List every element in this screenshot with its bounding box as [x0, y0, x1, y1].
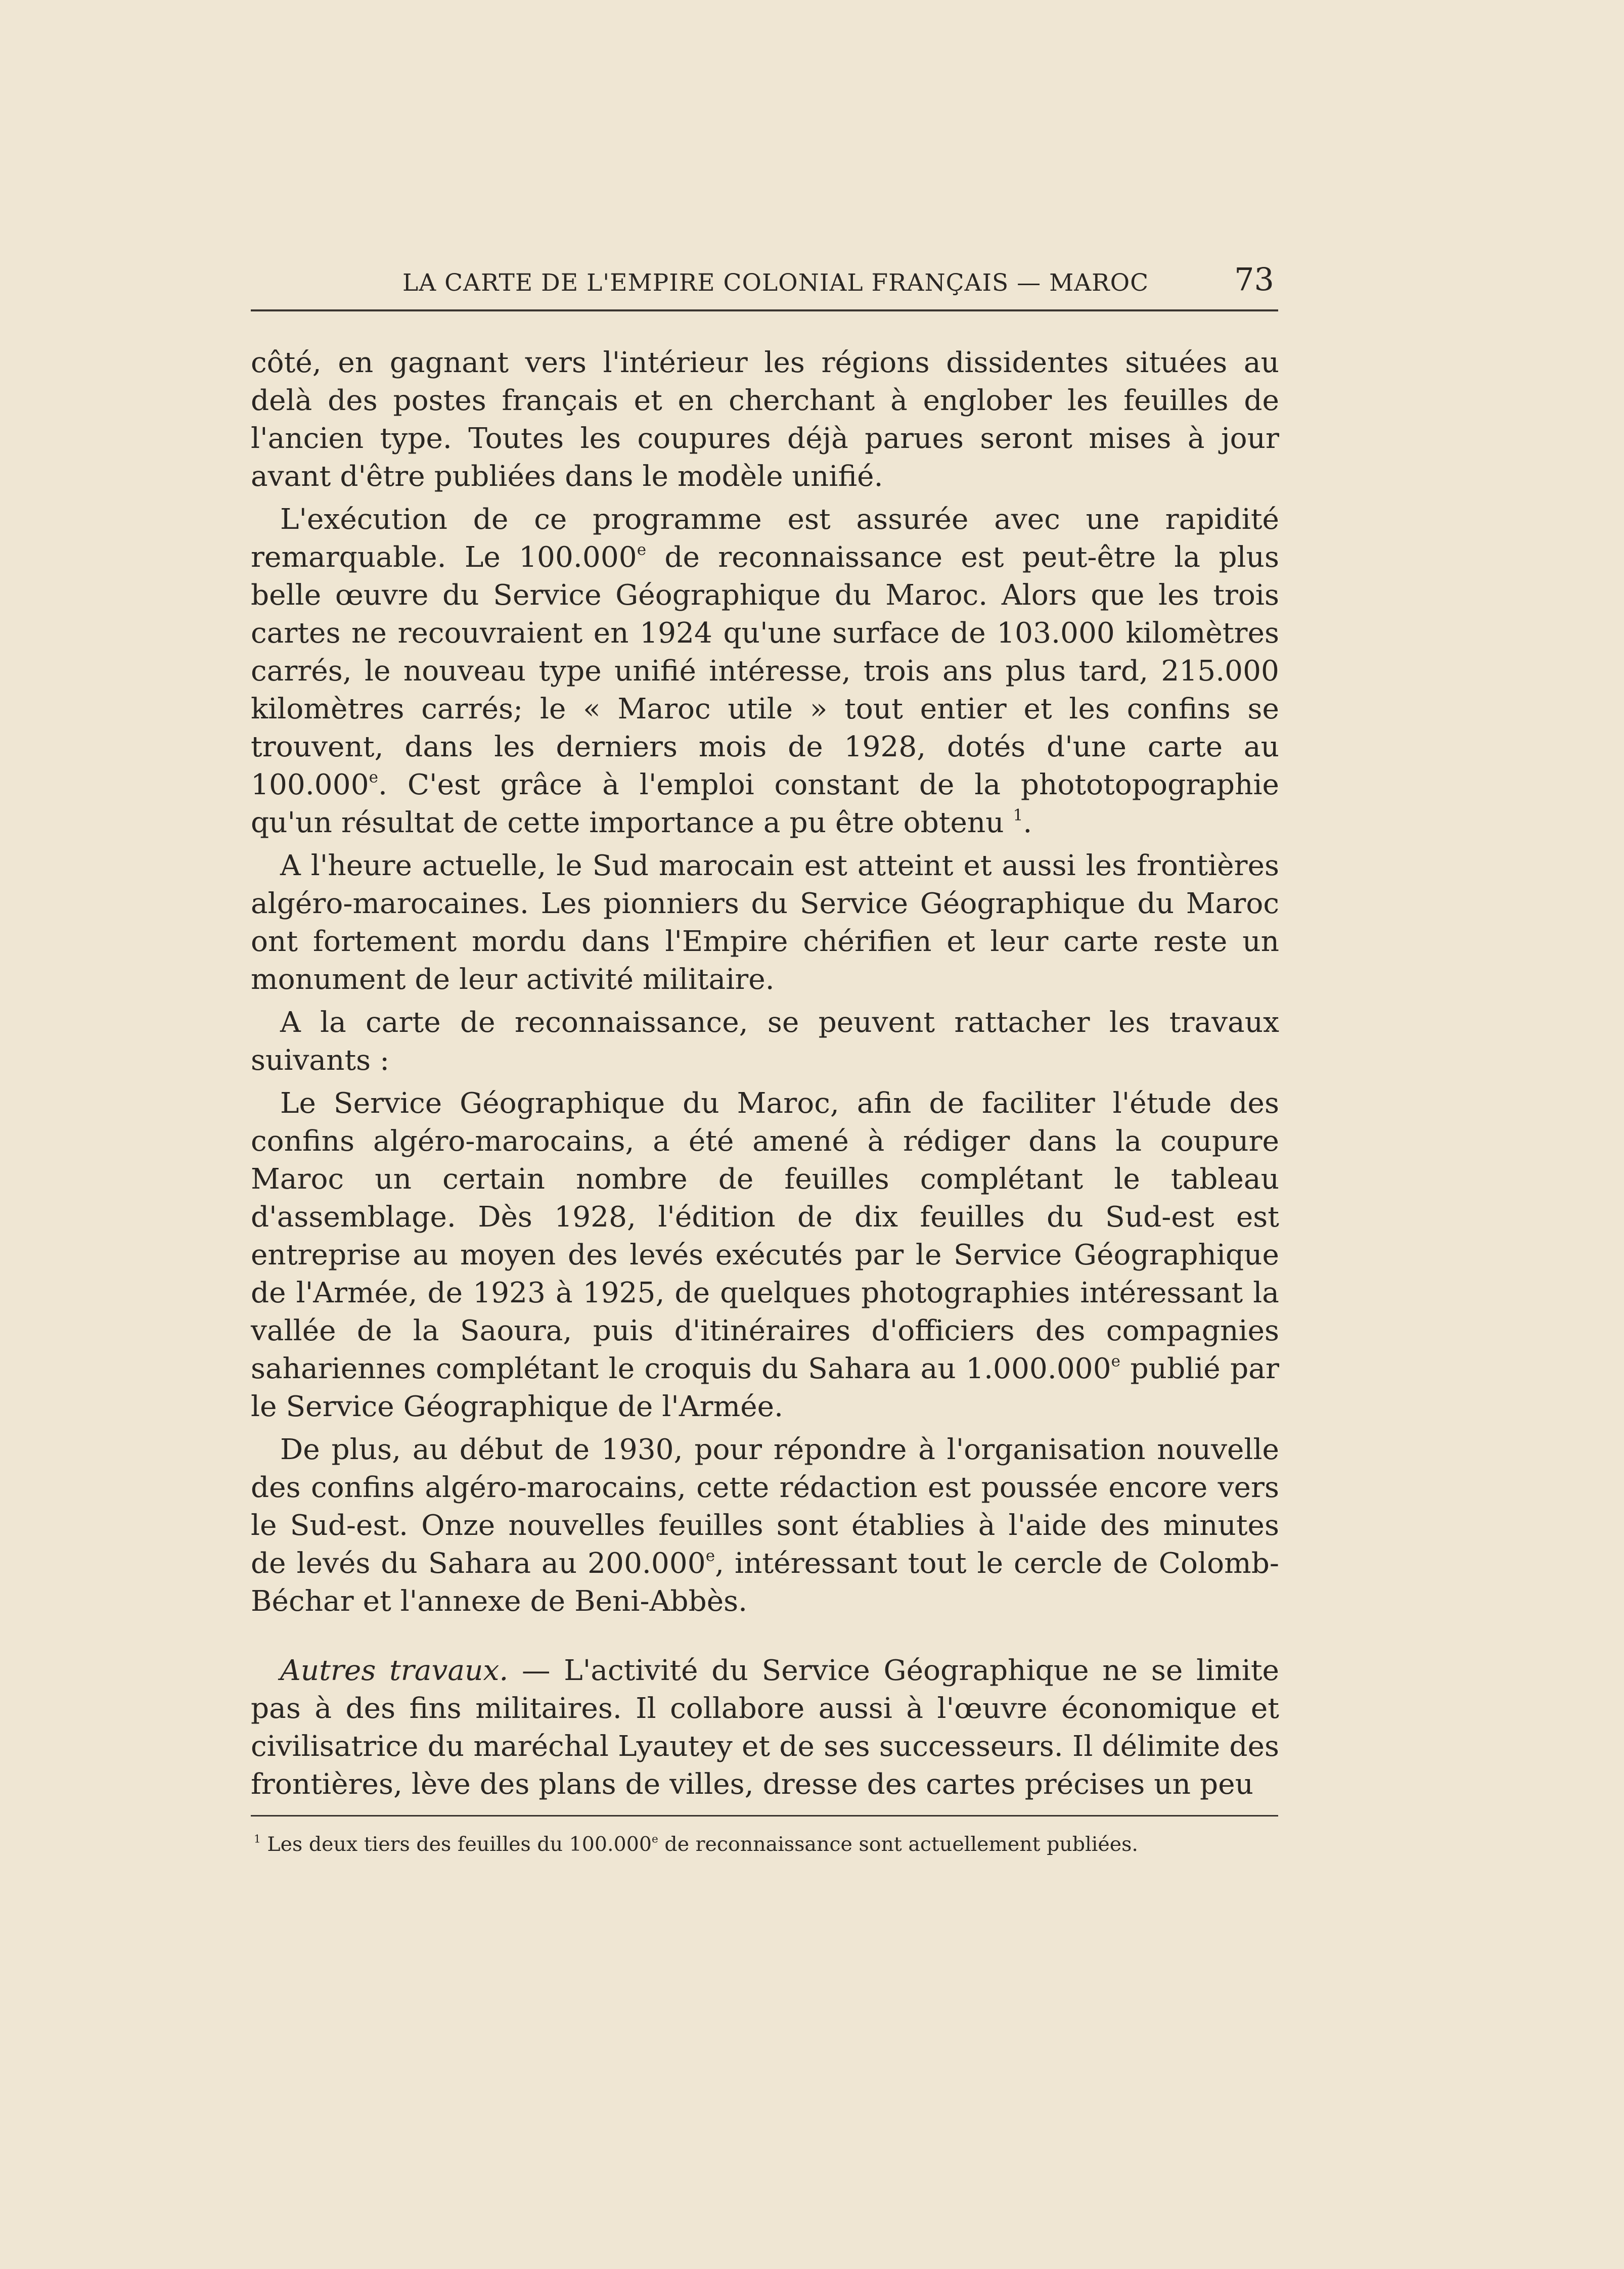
- paragraph-3-text: A l'heure actuelle, le Sud marocain est atteint et aussi les frontières algéro-marocaines. Les pionniers du Service Géographique du Maroc ont fortement mordu dans l'Empire chérifien et leur carte reste un monument de leur activité militaire.: [251, 849, 1279, 996]
- page-number: 73: [1234, 261, 1274, 298]
- paragraph-6-text-a: De plus, au début de 1930, pour répondre à l'organisation nouvelle des confins algéro-marocains, cette rédaction est poussée encore vers le Sud-est. Onze nouvelles feuilles sont établies à l'aide des minutes de levés du Sahara au 200.000: [251, 1433, 1279, 1580]
- paragraph-2-text-d: .: [1023, 806, 1032, 839]
- footnote-text-a: Les deux tiers des feuilles du 100.000: [260, 1833, 652, 1856]
- footnote-rule: [251, 1815, 1278, 1817]
- running-title: LA CARTE DE L'EMPIRE COLONIAL FRANÇAIS — MAROC: [402, 269, 1149, 297]
- paragraph-5-text-b: publié par le Service Géographique de l'Armée.: [251, 1352, 1279, 1423]
- paragraph-2-text-b: de reconnaissance est peut-être la plus belle œuvre du Service Géographique du Maroc. Alors que les trois cartes ne recouvraient en 1924 qu'une surface de 103.000 kilomètres carrés, le nouveau type unifié intéresse, trois ans plus tard, 215.000 kilomètres carrés; le « Maroc utile » tout entier et les confins se trouvent, dans les derniers mois de 1928, dotés d'une carte au 100.000: [251, 541, 1280, 801]
- paragraph-1: [251, 344, 1279, 495]
- paragraph-6: [251, 1431, 1279, 1620]
- paragraph-7: [251, 1652, 1279, 1803]
- paragraph-4-text: A la carte de reconnaissance, se peuvent rattacher les travaux suivants :: [251, 1006, 1279, 1077]
- paragraph-2-text-c: . C'est grâce à l'emploi constant de la phototopographie qu'un résultat de cette importance a pu être obtenu: [251, 768, 1279, 839]
- paragraph-2: [251, 501, 1279, 842]
- footnote-reference: 1: [1013, 806, 1023, 825]
- paragraph-5-text-a: Le Service Géographique du Maroc, afin de faciliter l'étude des confins algéro-marocains, a été amené à rédiger dans la coupure Maroc un certain nombre de feuilles complétant le tableau d'assemblage. Dès 1928, l'édition de dix feuilles du Sud-est est entreprise au moyen des levés exécutés par le Service Géographique de l'Armée, de 1923 à 1925, de quelques photographies intéressant la vallée de la Saoura, puis d'itinéraires d'officiers des compagnies sahariennes complétant le croquis du Sahara au 1.000.000: [251, 1087, 1279, 1385]
- paragraph-7-text: — L'activité du Service Géographique ne se limite pas à des fins militaires. Il collabore aussi à l'œuvre économique et civilisatrice du maréchal Lyautey et de ses successeurs. Il délimite des frontières, lève des plans de villes, dresse des cartes précises un peu: [251, 1654, 1279, 1801]
- section-lead-italic: Autres travaux.: [280, 1654, 509, 1687]
- superscript-e: e: [652, 1833, 658, 1846]
- paragraph-5: [251, 1084, 1279, 1426]
- superscript-e: e: [705, 1547, 715, 1565]
- paragraph-2-text-a: L'exécution de ce programme est assurée avec une rapidité remarquable. Le 100.000: [251, 503, 1279, 574]
- paragraph-1-text: côté, en gagnant vers l'intérieur les régions dissidentes situées au delà des postes français et en cherchant à englober les feuilles de l'ancien type. Toutes les coupures déjà parues seront mises à jour avant d'être publiées dans le modèle unifié.: [251, 346, 1279, 493]
- body-text: [251, 344, 1279, 1808]
- superscript-e: e: [637, 540, 647, 559]
- header-rule: [251, 309, 1278, 311]
- paragraph-3: [251, 847, 1279, 999]
- footnote-marker: 1: [254, 1833, 261, 1846]
- paragraph-4: [251, 1004, 1279, 1079]
- superscript-e: e: [369, 768, 379, 787]
- superscript-e: e: [1111, 1352, 1121, 1371]
- paragraph-6-text-b: , intéressant tout le cercle de Colomb-Béchar et l'annexe de Beni-Abbès.: [251, 1547, 1279, 1618]
- footnote: [251, 1830, 1278, 1858]
- running-head: [251, 258, 1278, 308]
- footnote-text-b: de reconnaissance sont actuellement publiées.: [658, 1833, 1138, 1856]
